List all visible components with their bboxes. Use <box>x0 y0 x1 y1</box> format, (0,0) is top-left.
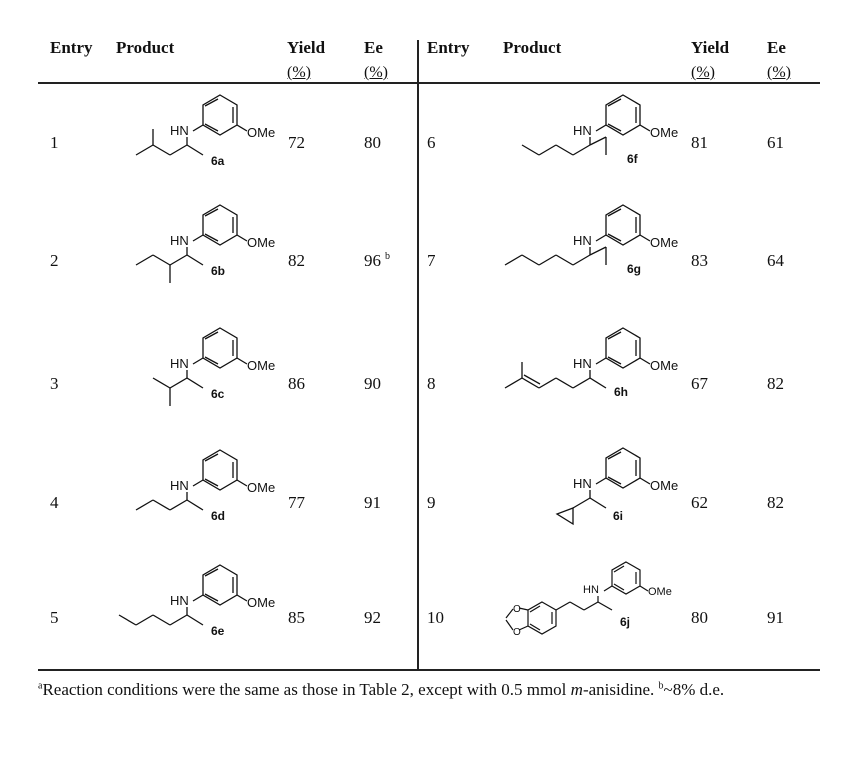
methoxy-label: OMe <box>247 480 276 495</box>
header-yield-unit-left: (%) <box>287 64 311 81</box>
compound-label: 6c <box>211 387 225 401</box>
yield-cell: 86 <box>288 374 305 393</box>
yield-cell: 67 <box>691 374 708 393</box>
amine-label: HN <box>583 584 599 596</box>
structure-6h <box>498 318 688 413</box>
compound-label: 6f <box>627 152 638 166</box>
amine-label: HN <box>170 233 189 248</box>
methoxy-label: OMe <box>650 235 679 250</box>
yield-cell: 82 <box>288 251 305 270</box>
structure-6a <box>125 85 285 180</box>
entry-cell: 10 <box>427 608 444 627</box>
yield-cell: 72 <box>288 133 305 152</box>
ee-cell: 61 <box>767 133 784 152</box>
ee-cell: 64 <box>767 251 784 270</box>
footnote-a-reagent: m <box>570 680 583 699</box>
ee-cell: 92 <box>364 608 381 627</box>
structure-6f <box>515 85 690 180</box>
ee-cell: 91 <box>767 608 784 627</box>
bottom-rule <box>38 669 820 671</box>
amine-label: HN <box>573 356 592 371</box>
ee-cell: 82 <box>767 374 784 393</box>
table-footnote <box>38 680 724 700</box>
header-product-right: Product <box>503 38 562 57</box>
oxygen-label: O <box>513 627 521 638</box>
compound-label: 6i <box>613 509 624 523</box>
methoxy-label: OMe <box>650 125 679 140</box>
entry-cell: 4 <box>50 493 59 512</box>
footnote-a-mark: a <box>38 680 43 692</box>
entry-cell: 2 <box>50 251 59 270</box>
entry-cell: 1 <box>50 133 59 152</box>
header-ee-right: Ee <box>767 38 786 57</box>
structure-6e <box>112 555 287 650</box>
footnote-b-mark: b <box>658 680 664 692</box>
amine-label: HN <box>573 233 592 248</box>
compound-label: 6e <box>211 624 225 638</box>
oxygen-label: O <box>513 604 521 615</box>
yield-cell: 62 <box>691 493 708 512</box>
entry-cell: 6 <box>427 133 436 152</box>
amine-label: HN <box>170 123 189 138</box>
amine-label: HN <box>573 476 592 491</box>
methoxy-label: OMe <box>247 358 276 373</box>
entry-cell: 5 <box>50 608 59 627</box>
footnote-a-text-after: -anisidine. <box>582 680 655 699</box>
structure-6b <box>125 195 285 300</box>
header-yield-left: Yield <box>287 38 326 57</box>
yield-cell: 80 <box>691 608 708 627</box>
yield-cell: 83 <box>691 251 708 270</box>
footnote-b-mark: b <box>385 251 390 263</box>
ee-cell: 91 <box>364 493 381 512</box>
amine-label: HN <box>573 123 592 138</box>
structure-6j <box>500 550 690 660</box>
structure-6g <box>498 195 688 290</box>
amine-label: HN <box>170 356 189 371</box>
column-divider <box>417 40 419 670</box>
header-ee-unit-right: (%) <box>767 64 791 81</box>
methoxy-label: OMe <box>650 478 679 493</box>
footnote-a-text-before: Reaction conditions were the same as those in Table 2, except with 0.5 mmol <box>42 680 571 699</box>
methoxy-label: OMe <box>247 235 276 250</box>
header-yield-unit-right: (%) <box>691 64 715 81</box>
header-ee-unit-left: (%) <box>364 64 388 81</box>
compound-label: 6d <box>211 509 226 523</box>
entry-cell: 9 <box>427 493 436 512</box>
ee-cell: 80 <box>364 133 381 152</box>
header-product-left: Product <box>116 38 175 57</box>
methoxy-label: OMe <box>247 125 276 140</box>
compound-label: 6g <box>627 262 642 276</box>
compound-label: 6a <box>211 154 225 168</box>
structure-6i <box>535 438 695 543</box>
methoxy-label: OMe <box>648 586 672 598</box>
amine-label: HN <box>170 593 189 608</box>
header-entry-right: Entry <box>427 38 470 57</box>
methoxy-label: OMe <box>247 595 276 610</box>
amine-label: HN <box>170 478 189 493</box>
structure-6c <box>125 318 285 423</box>
footnote-b-text: ~8% d.e. <box>663 680 725 699</box>
compound-label: 6h <box>614 385 629 399</box>
yield-cell: 81 <box>691 133 708 152</box>
compound-label: 6j <box>620 615 631 629</box>
header-entry-left: Entry <box>50 38 93 57</box>
header-ee-left: Ee <box>364 38 383 57</box>
entry-cell: 8 <box>427 374 436 393</box>
compound-label: 6b <box>211 264 226 278</box>
yield-cell: 85 <box>288 608 305 627</box>
entry-cell: 3 <box>50 374 59 393</box>
entry-cell: 7 <box>427 251 436 270</box>
structure-6d <box>125 440 285 535</box>
methoxy-label: OMe <box>650 358 679 373</box>
ee-cell: 90 <box>364 374 381 393</box>
ee-cell: 96 $^b$ <box>364 251 390 270</box>
ee-cell: 82 <box>767 493 784 512</box>
top-rule <box>38 82 820 84</box>
yield-cell: 77 <box>288 493 305 512</box>
header-yield-right: Yield <box>691 38 730 57</box>
